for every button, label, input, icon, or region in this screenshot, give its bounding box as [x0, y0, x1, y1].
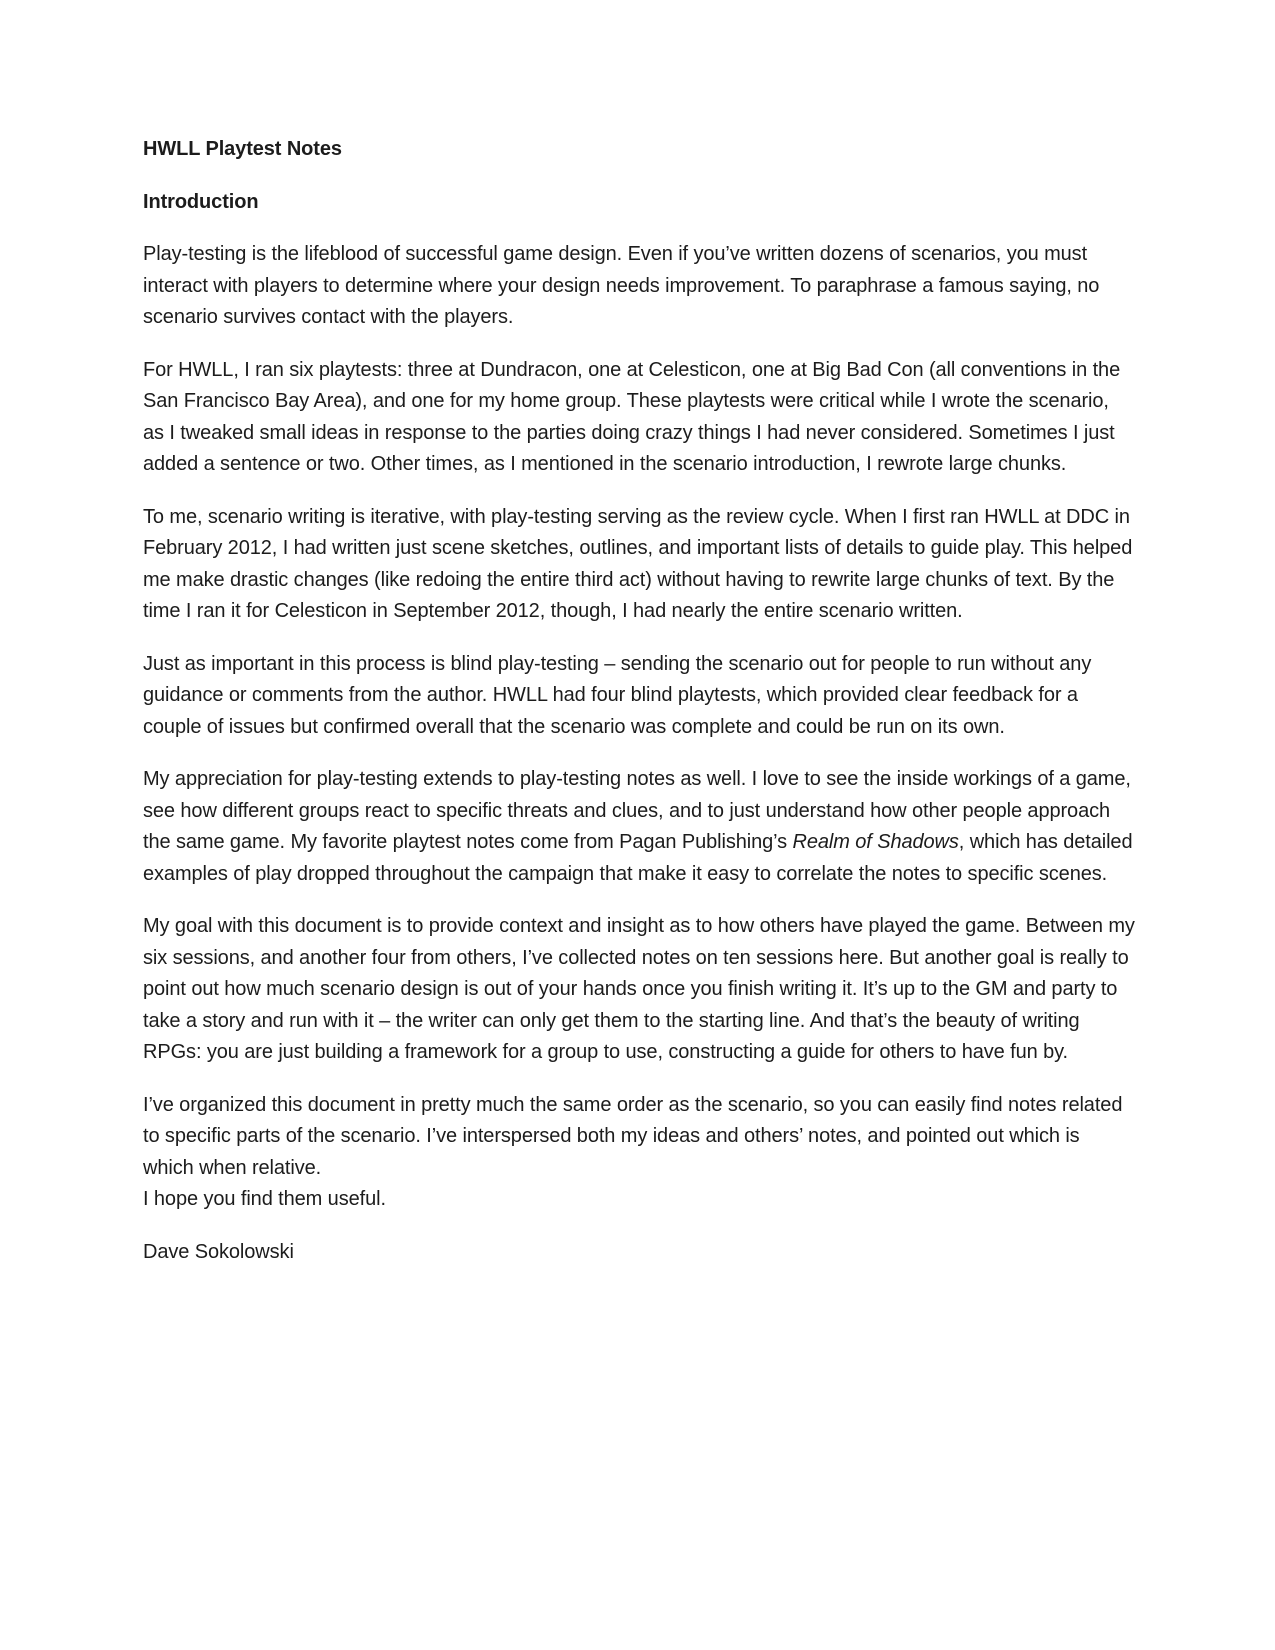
paragraph: [143, 239, 1135, 334]
closing-line: I hope you find them useful.: [143, 1188, 386, 1210]
paragraph: [143, 911, 1135, 1069]
author-signature: Dave Sokolowski: [143, 1240, 294, 1263]
text-run: To me, scenario writing is iterative, with play-testing serving as the review cycle. When I first ran HWLL at DDC in February 2012, I had written just scene sketches, outlines, and important lists of details to guide play. This helped me make drastic changes (like redoing the entire third act) without having to rewrite large chunks of text. By the time I ran it for Celesticon in September 2012, though, I had nearly the entire scenario written.: [143, 505, 1133, 622]
section-heading-introduction: Introduction: [143, 190, 259, 213]
paragraph: [143, 502, 1135, 628]
text-run: My appreciation for play-testing extends to play-testing notes as well. I love to see the inside workings of a game, see how different groups react to specific threats and clues, and to just understand how other people approach the same game. My favorite playtest notes come from Pagan Publishing’s: [143, 768, 1131, 853]
paragraph: [143, 1090, 1135, 1185]
text-run: My goal with this document is to provide context and insight as to how others have played the game. Between my six sessions, and another four from others, I’ve collected notes on ten sessions here. But another goal is really to point out how much scenario design is out of your hands once you finish writing it. It’s up to the GM and party to take a story and run with it – the writer can only get them to the starting line. And that’s the beauty of writing RPGs: you are just building a framework for a group to use, constructing a guide for others to have fun by.: [143, 915, 1135, 1063]
text-run: Just as important in this process is blind play-testing – sending the scenario out for people to run without any guidance or comments from the author. HWLL had four blind playtests, which provided clear feedback for a couple of issues but confirmed overall that the scenario was complete and could be run on its own.: [143, 652, 1092, 738]
text-run: I’ve organized this document in pretty much the same order as the scenario, so you can easily find notes related to specific parts of the scenario. I’ve interspersed both my ideas and others’ notes, and pointed out which is which when relative.: [143, 1093, 1123, 1179]
document-title: HWLL Playtest Notes: [143, 138, 342, 160]
paragraphs-container: [143, 239, 1135, 1184]
text-run: Play-testing is the lifeblood of successful game design. Even if you’ve written dozens of scenarios, you must interact with players to determine where your design needs improvement. To paraphrase a famous saying, no scenario survives contact with the players.: [143, 243, 1100, 328]
paragraph: [143, 355, 1135, 481]
text-run: , which has detailed examples of play dropped throughout the campaign that make it easy to correlate the notes to specific scenes.: [143, 831, 1133, 885]
text-run: Realm of Shadows: [792, 831, 959, 853]
text-run: For HWLL, I ran six playtests: three at Dundracon, one at Celesticon, one at Big Bad Con (all conventions in the San Francisco Bay Area), and one for my home group. These playtests were critical while I wrote the scenario, as I tweaked small ideas in response to the parties doing crazy things I had never considered. Sometimes I just added a sentence or two. Other times, as I mentioned in the scenario introduction, I rewrote large chunks.: [143, 358, 1121, 475]
paragraph: [143, 649, 1135, 744]
paragraph: [143, 764, 1135, 890]
